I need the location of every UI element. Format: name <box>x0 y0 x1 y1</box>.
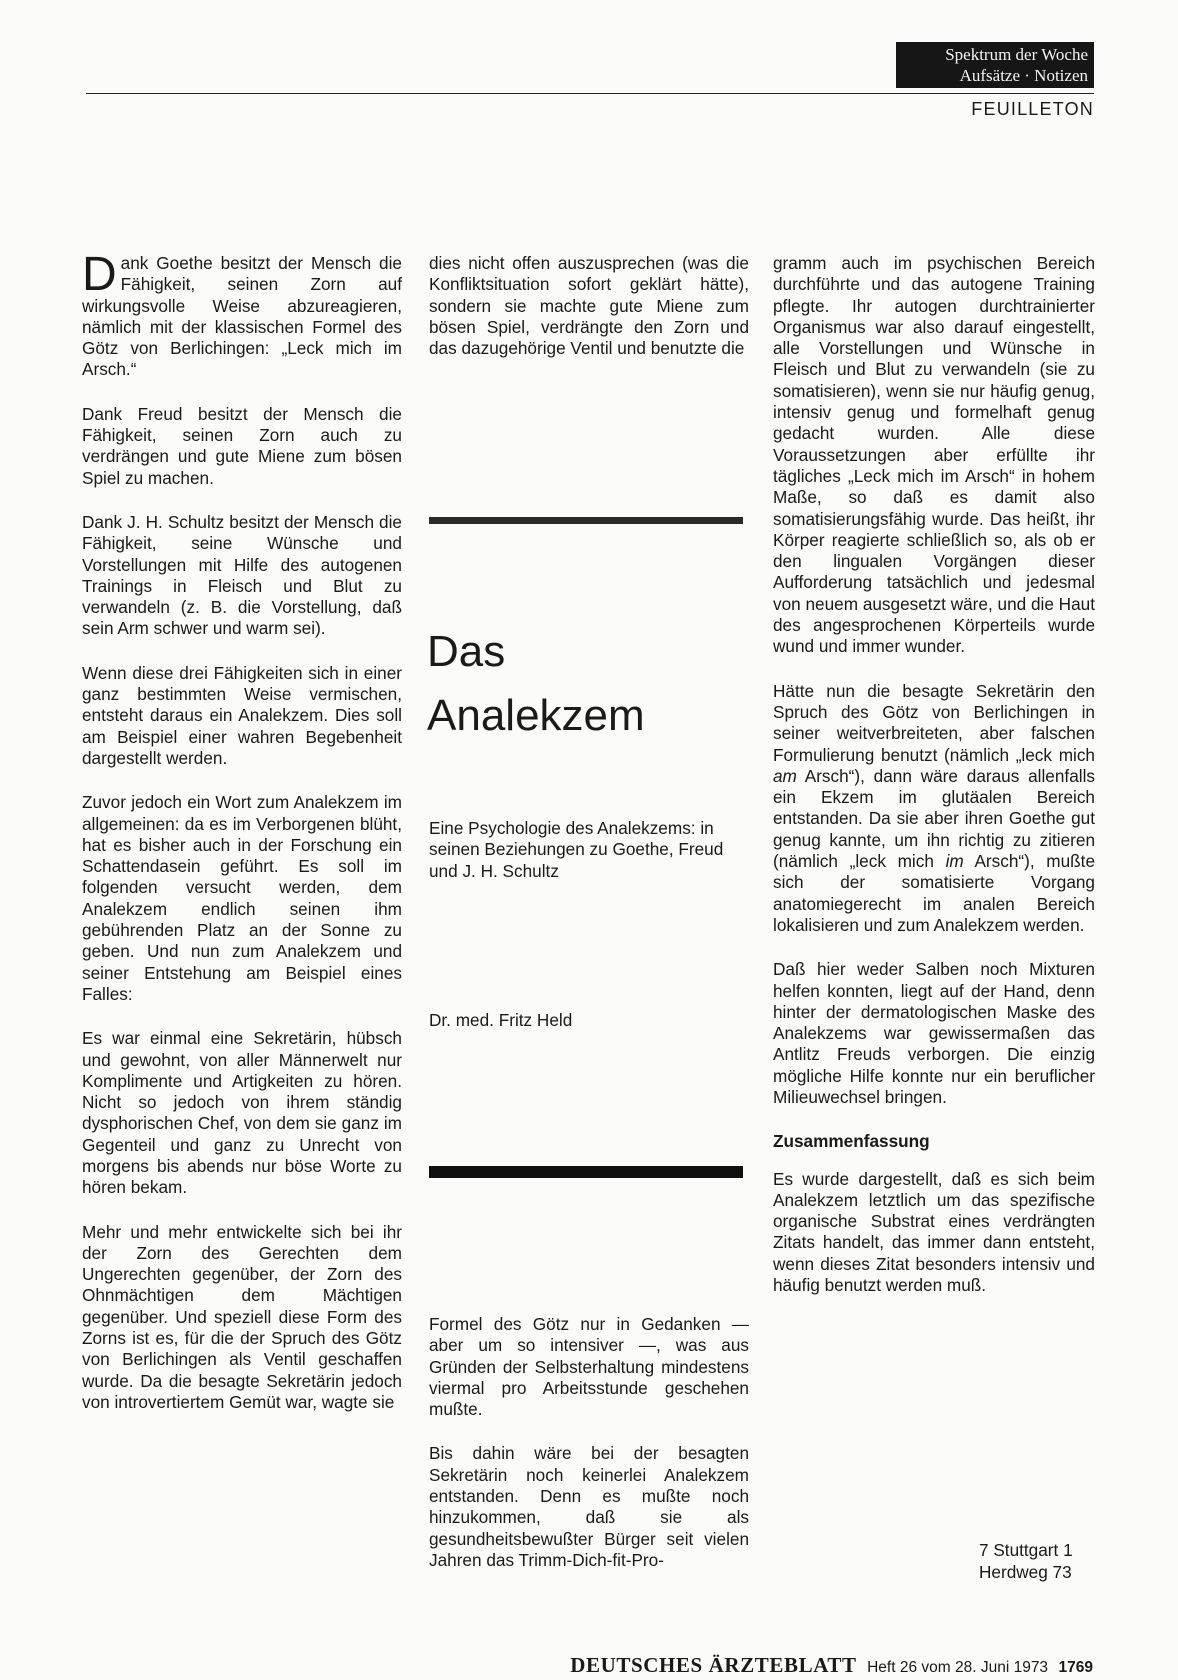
column-2-bottom <box>429 1314 749 1594</box>
section-badge <box>896 42 1094 88</box>
paragraph: Zuvor jedoch ein Wort zum Analekzem im allgemeinen: da es im Verborgenen blüht, hat es bisher auch in der Forschung ein Schattendasein geführt. Es soll im folgenden versucht werden, dem Analekzem endlich seinen ihm gebührenden Platz an der Sonne zu geben. Und nun zum Analekzem und seiner Entstehung am Beispiel eines Falles: <box>82 792 402 1004</box>
author-address <box>979 1539 1073 1583</box>
title-line-2: Analekzem <box>427 691 645 740</box>
address-line-2: Herdweg 73 <box>979 1562 1072 1582</box>
paragraph-intro <box>82 248 402 381</box>
column-3 <box>773 253 1095 1319</box>
emphasis-am: am <box>773 765 797 786</box>
paragraph: Formel des Götz nur in Gedanken — aber um so intensiver —, was aus Gründen der Selbsterhaltung mindestens viermal pro Arbeitsstunde geschehen mußte. <box>429 1314 749 1420</box>
summary-paragraph: Es wurde dargestellt, daß es sich beim Analekzem letztlich um das spezifische organische Substrat eines verdrängten Zitats handelt, das immer dann entsteht, wenn dieses Zitat besonders intensiv und häufig benutzt werden muß. <box>773 1168 1095 1296</box>
paragraph: Dank J. H. Schultz besitzt der Mensch die Fähigkeit, seine Wünsche und Vorstellungen mit Hilfe des autogenen Trainings in Fleisch und Blut zu verwandeln (z. B. die Vorstellung, daß sein Arm schwer und warm sei). <box>82 511 402 639</box>
paragraph: Mehr und mehr entwickelte sich bei ihr der Zorn des Gerechten dem Ungerechten gegenüber, der Zorn des Ohnmächtigen dem Mächtigen gegenüber. Und speziell diese Form des Zorns ist es, für die der Spruch des Götz von Berlichingen als Ventil geschaffen wurde. Da die besagte Sekretärin jedoch von introvertiertem Gemüt war, wagte sie <box>82 1221 402 1412</box>
emphasis-im: im <box>945 851 964 872</box>
drop-cap: D <box>82 248 117 301</box>
intro-text: ank Goethe besitzt der Mensch die Fähigkeit, seinen Zorn auf wirkungsvolle Weise abzureagieren, nämlich mit der klassischen Formel des Götz von Berlichingen: „Leck mich im Arsch.“ <box>82 253 402 380</box>
badge-line-2: Aufsätze · Notizen <box>959 66 1088 85</box>
paragraph-quote-variants <box>773 681 1095 937</box>
paragraph: dies nicht offen auszusprechen (was die Konfliktsituation sofort geklärt hätte), sondern sie machte gute Miene zum bösen Spiel, verdrängte den Zorn und das dazugehörige Ventil und benutzte die <box>429 253 749 359</box>
article-author: Dr. med. Fritz Held <box>429 1010 573 1030</box>
badge-line-1: Spektrum der Woche <box>945 45 1088 64</box>
header-rule <box>86 93 1094 94</box>
title-line-1: Das <box>427 627 506 676</box>
page-number: 1769 <box>1058 1659 1093 1676</box>
title-rule-bottom <box>429 1166 743 1178</box>
text-run: Arsch“), mußte sich der somatisierte Vorgang anatomiegerecht im analen Bereich lokalisieren und zum Analekzem werden. <box>773 851 1095 935</box>
article-title <box>427 620 747 748</box>
address-line-1: 7 Stuttgart 1 <box>979 1540 1073 1560</box>
title-rule-top <box>429 517 743 524</box>
text-run: Hätte nun die besagte Sekretärin den Spruch des Götz von Berlichingen in seiner weitverbreiteten, aber falschen Formulierung benutzt (nämlich „leck mich <box>773 680 1095 765</box>
column-1 <box>82 248 402 1436</box>
paragraph: Es war einmal eine Sekretärin, hübsch und gewohnt, von aller Männerwelt nur Komplimente und Artigkeiten zu hören. Nicht so jedoch von ihrem ständig dysphorischen Chef, von dem sie ganz im Gegenteil und ganz zu Unrecht von morgens bis abends nur böse Worte zu hören bekam. <box>82 1028 402 1198</box>
text-run: Arsch“), dann wäre daraus allenfalls ein Ekzem im glutäalen Bereich entstanden. Da sie aber ihren Goethe gut genug kannte, um ihn richtig zu zitieren (nämlich „leck mich <box>773 765 1095 872</box>
paragraph: Dank Freud besitzt der Mensch die Fähigkeit, seinen Zorn auch zu verdrängen und gute Miene zum bösen Spiel zu machen. <box>82 403 402 488</box>
summary-heading: Zusammenfassung <box>773 1131 930 1152</box>
paragraph: Daß hier weder Salben noch Mixturen helfen konnten, liegt auf der Hand, denn hinter der dermatologischen Maske des Analekzems war gewissermaßen das Antlitz Freuds verborgen. Die einzig mögliche Hilfe konnte nur ein beruflicher Milieuwechsel bringen. <box>773 959 1095 1107</box>
issue-info: Heft 26 vom 28. Juni 1973 <box>867 1659 1049 1676</box>
journal-name: DEUTSCHES ÄRZTEBLATT <box>570 1653 857 1677</box>
paragraph: gramm auch im psychischen Bereich durchführte und das autogene Training pflegte. Ihr autogen durchtrainierter Organismus war also darauf eingestellt, alle Vorstellungen und Wünsche in Fleisch und Blut zu verwandeln (sie zu somatisieren), wenn sie nur häufig genug, intensiv genug und formelhaft genug gedacht wurden. Alle diese Voraussetzungen aber erfüllte ihr tägliches „Leck mich im Arsch“ in hohem Maße, so daß es damit also somatisierungsfähig wurde. Das heißt, ihr Körper reagierte schließlich so, als ob er den lingualen Vorgängen dieser Aufforderung tatsächlich und jedesmal von neuem ausgesetzt wäre, und die Haut des angesprochenen Körperteils wurde wund und immer wunder. <box>773 253 1095 657</box>
paragraph: Bis dahin wäre bei der besagten Sekretärin noch keinerlei Analekzem entstanden. Denn es mußte noch hinzukommen, daß sie als gesundheitsbewußter Bürger seit vielen Jahren das Trimm-Dich-fit-Pro- <box>429 1443 749 1570</box>
section-label: FEUILLETON <box>971 99 1094 119</box>
article-subtitle: Eine Psychologie des Analekzems: in seinen Beziehungen zu Goethe, Freud und J. H. Schultz <box>429 818 724 881</box>
page-footer <box>483 1653 1093 1678</box>
paragraph: Wenn diese drei Fähigkeiten sich in einer ganz bestimmten Weise vermischen, entsteht daraus ein Analekzem. Dies soll am Beispiel einer wahren Begebenheit dargestellt werden. <box>82 662 402 768</box>
column-2-top <box>429 253 749 382</box>
